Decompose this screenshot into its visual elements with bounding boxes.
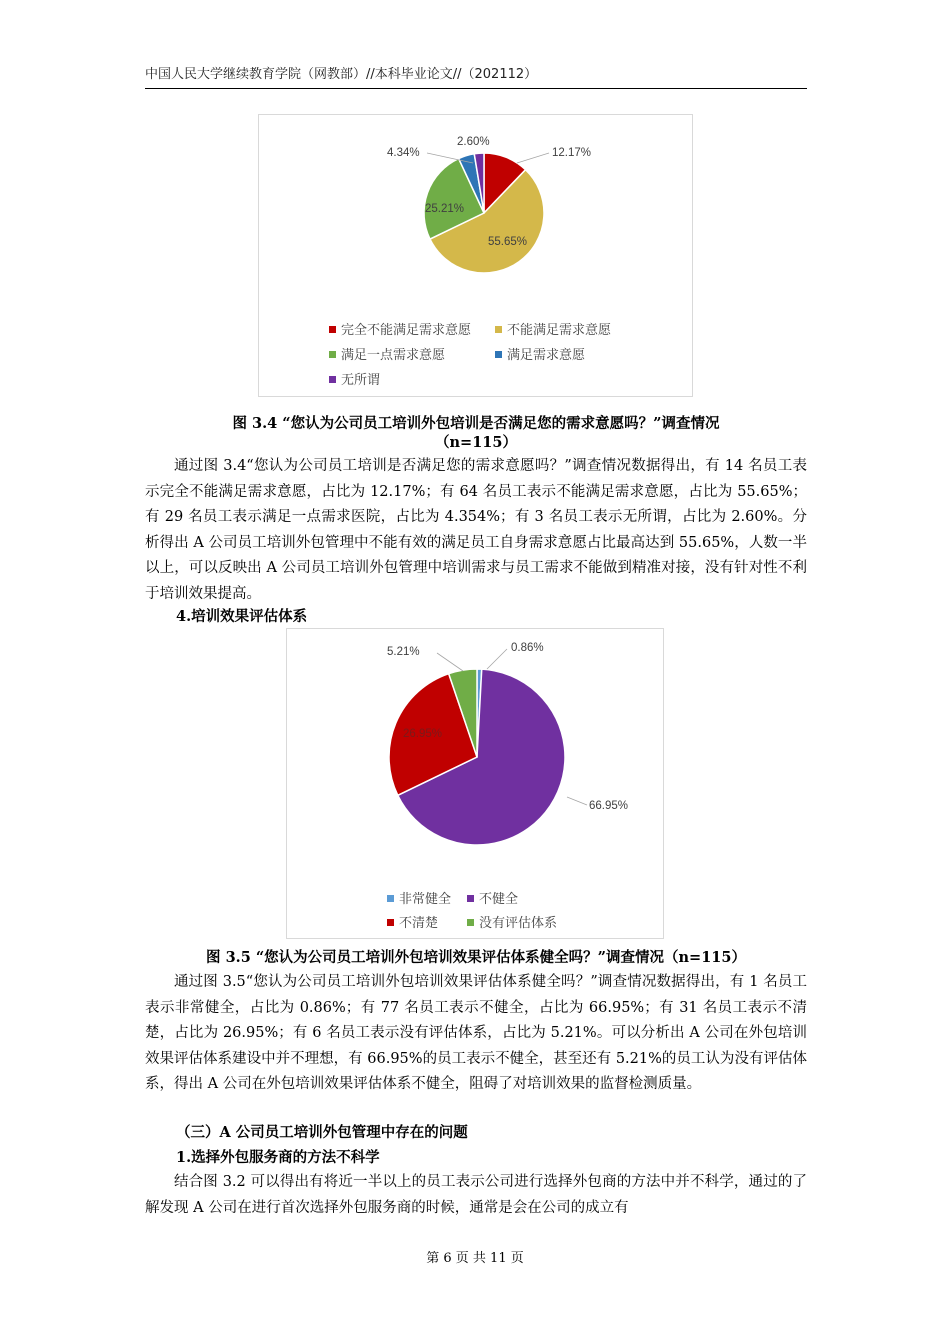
paragraph-fig35-analysis: 通过图 3.5“您认为公司员工培训外包培训效果评估体系健全吗？”调查情况数据得出，有 1 名员工表示非常健全，占比为 0.86%；有 77 名员工表示不健全，占比为 66.95%；有 31 名员工表示不清楚，占比为 26.95%；有 6 名员工表示没有评估体系，占比为 5.21%。可以分析出 A 公司在外包培训效果评估体系建设中并不理想，有 66.95%的员工表示不健全，甚至还有 5.21%的员工认为没有评估体系，得出 A 公司在外包培训效果评估体系不健全，阻碍了对培训效果的监督检测质量。 [145, 974, 807, 1092]
figure-3-5-pie-svg [287, 629, 663, 938]
fig35-label-0: 0.86% [511, 642, 544, 654]
fig34-legend-swatch-1 [495, 326, 502, 333]
fig35-legend-swatch-3 [467, 919, 474, 926]
figure-3-5-chart [286, 628, 664, 939]
figure-3-5-caption: 图 3.5 “您认为公司员工培训外包培训效果评估体系健全吗？”调查情况（n=115） [206, 949, 746, 966]
fig34-legend-swatch-0 [329, 326, 336, 333]
figure-3-4-pie-svg [259, 115, 692, 396]
fig34-label-4: 2.60% [457, 136, 490, 148]
fig35-legend-swatch-0 [387, 895, 394, 902]
heading-training-evaluation: 4.培训效果评估体系 [176, 608, 308, 625]
fig35-leader-1 [567, 797, 587, 805]
figure-3-4-chart [258, 114, 693, 397]
fig34-legend-1: 不能满足需求意愿 [507, 323, 612, 338]
fig35-label-3: 5.21% [387, 646, 420, 658]
fig34-legend-3: 满足需求意愿 [507, 348, 586, 363]
fig35-legend-3: 没有评估体系 [479, 916, 558, 931]
fig34-label-0: 12.17% [552, 147, 592, 159]
paragraph-vendor-selection: 结合图 3.2 可以得出有将近一半以上的员工表示公司进行选择外包商的方法中并不科学，通过的了解发现 A 公司在进行首次选择外包服务商的时候，通常是会在公司的成立有 [145, 1174, 807, 1216]
heading-section-3-problems: （三）A 公司员工培训外包管理中存在的问题 [176, 1124, 468, 1141]
page-header: 中国人民大学继续教育学院（网教部）//本科毕业论文//（202112） [145, 67, 538, 82]
fig34-legend-swatch-2 [329, 351, 336, 358]
page-footer: 第 6 页 共 11 页 [426, 1251, 524, 1266]
fig35-legend-2: 不清楚 [399, 916, 439, 931]
fig35-legend-0: 非常健全 [399, 892, 452, 907]
fig35-label-1: 66.95% [589, 800, 629, 812]
fig34-legend-0: 完全不能满足需求意愿 [341, 323, 472, 338]
fig34-label-3: 4.34% [387, 147, 420, 159]
fig35-label-2: 26.95% [403, 728, 443, 740]
fig34-label-2: 25.21% [425, 203, 465, 215]
paragraph-fig34-analysis: 通过图 3.4“您认为公司员工培训是否满足您的需求意愿吗？”调查情况数据得出，有 14 名员工表示完全不能满足需求意愿，占比为 12.17%；有 64 名员工表示不能满足需求意愿，占比为 55.65%；有 29 名员工表示满足一点需求医院，占比为 4.354%；有 3 名员工表示无所谓，占比为 2.60%。分析得出 A 公司员工培训外包管理中不能有效的满足员工自身需求意愿占比最高达到 55.65%，人数一半以上，可以反映出 A 公司员工培训外包管理中培训需求与员工需求不能做到精准对接，没有针对性不利于培训效果提高。 [145, 458, 807, 602]
fig35-leader-0 [487, 649, 507, 669]
fig34-leader-0 [517, 153, 549, 163]
fig34-legend-2: 满足一点需求意愿 [341, 348, 446, 363]
fig35-legend-swatch-1 [467, 895, 474, 902]
fig34-legend-4: 无所谓 [341, 373, 381, 388]
fig35-legend-1: 不健全 [479, 892, 519, 907]
fig34-label-1: 55.65% [488, 236, 528, 248]
heading-vendor-selection: 1.选择外包服务商的方法不科学 [176, 1149, 380, 1166]
fig35-leader-3 [437, 653, 463, 671]
fig35-legend-swatch-2 [387, 919, 394, 926]
fig34-legend-swatch-4 [329, 376, 336, 383]
figure-3-4-caption: 图 3.4 “您认为公司员工培训外包培训是否满足您的需求意愿吗？”调查情况 [232, 415, 720, 432]
fig34-legend-swatch-3 [495, 351, 502, 358]
figure-3-4-caption-n: （n=115） [435, 434, 517, 451]
header-rule [145, 88, 807, 89]
